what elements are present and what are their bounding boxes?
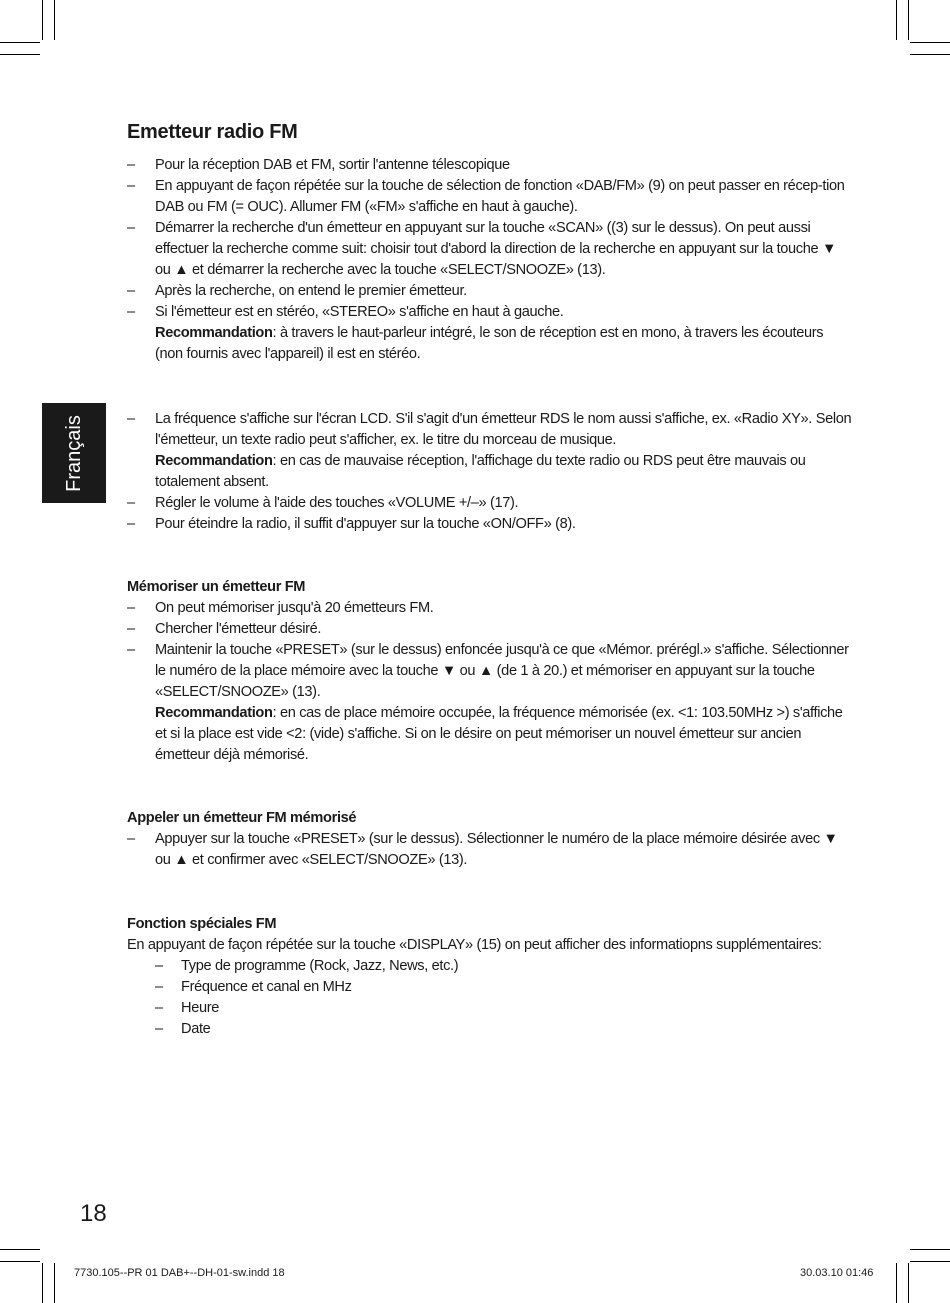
crop-mark: [42, 1263, 43, 1303]
language-tab: [42, 403, 106, 503]
list-item: [127, 640, 853, 766]
crop-mark: [54, 0, 55, 40]
recommendation-label: Recommandation: [155, 705, 273, 721]
crop-mark: [896, 1263, 897, 1303]
section-main-list: [127, 155, 853, 323]
section-memorize-list: [127, 598, 853, 766]
recommendation-note: [155, 703, 853, 766]
footer-file: 7730.105--PR 01 DAB+--DH-01-sw.indd 18: [74, 1267, 285, 1279]
section-special-title: Fonction spéciales FM: [127, 916, 277, 932]
section-recall: [127, 808, 853, 871]
list-item: – Date: [155, 1019, 853, 1040]
section-rds: [127, 409, 853, 535]
list-item: – En appuyant de façon répétée sur la touche de sélection de fonction «DAB/FM» (9) on peut passer en récep-tion DAB ou FM (= OUC). Allumer FM («FM» s'affiche en haut à gauche).: [127, 176, 853, 218]
crop-mark: [910, 42, 950, 43]
list-item-text: La fréquence s'affiche sur l'écran LCD. S'il s'agit d'un émetteur RDS le nom aussi s'affiche, ex. «Radio XY». Selon l'émetteur, un texte radio peut s'afficher, ex. le titre du morceau de musique.: [155, 411, 852, 448]
list-item: – Fréquence et canal en MHz: [155, 977, 853, 998]
recommendation-text: : en cas de mauvaise réception, l'affichage du texte radio ou RDS peut être mauvais ou totalement absent.: [155, 453, 806, 490]
footer-datetime: 30.03.10 01:46: [800, 1267, 874, 1279]
recommendation-text: : à travers le haut-parleur intégré, le son de réception est en mono, à travers les écouteurs (non fournis avec l'appareil) il est en stéréo.: [155, 325, 824, 362]
crop-mark: [908, 1263, 909, 1303]
section-recall-list: [127, 829, 853, 871]
crop-mark: [0, 1261, 40, 1262]
crop-mark: [910, 54, 950, 55]
recommendation-note: [127, 323, 853, 365]
crop-mark: [0, 1249, 40, 1250]
crop-mark: [908, 0, 909, 40]
list-item: – Chercher l'émetteur désiré.: [127, 619, 853, 640]
list-item: – Démarrer la recherche d'un émetteur en appuyant sur la touche «SCAN» ((3) sur le dessus). On peut aussi effectuer la recherche comme suit: choisir tout d'abord la direction de la recherche en appuyant sur la touche ▼ ou ▲ et démarrer la recherche avec la touche «SELECT/SNOOZE» (13).: [127, 218, 853, 281]
recommendation-text: : en cas de place mémoire occupée, la fréquence mémorisée (ex. <1: 103.50MHz >) s'affiche et si la place est vide <2: (vide) s'affiche. Si on le désire on peut mémoriser un nouvel émetteur sur ancien émetteur déjà mémorisé.: [155, 705, 843, 763]
section-memorize: [127, 577, 853, 766]
list-item: – Pour la réception DAB et FM, sortir l'antenne télescopique: [127, 155, 853, 176]
section-memorize-title: Mémoriser un émetteur FM: [127, 579, 306, 595]
list-item: [127, 409, 853, 493]
section-special-intro: En appuyant de façon répétée sur la touche «DISPLAY» (15) on peut afficher des informatiopns supplémentaires:: [127, 937, 822, 953]
list-item: – On peut mémoriser jusqu'à 20 émetteurs FM.: [127, 598, 853, 619]
language-tab-label: Français: [62, 414, 85, 492]
crop-mark: [42, 0, 43, 40]
list-item: – Après la recherche, on entend le premier émetteur.: [127, 281, 853, 302]
list-item: – Pour éteindre la radio, il suffit d'appuyer sur la touche «ON/OFF» (8).: [127, 514, 853, 535]
page-number: 18: [80, 1200, 107, 1227]
list-item: – Appuyer sur la touche «PRESET» (sur le dessus). Sélectionner le numéro de la place mémoire désirée avec ▼ ou ▲ et confirmer avec «SELECT/SNOOZE» (13).: [127, 829, 853, 871]
list-item: – Type de programme (Rock, Jazz, News, etc.): [155, 956, 853, 977]
section-recall-title: Appeler un émetteur FM mémorisé: [127, 810, 357, 826]
section-special: [127, 914, 853, 1040]
crop-mark: [0, 54, 40, 55]
section-rds-list: [127, 409, 853, 535]
crop-mark: [54, 1263, 55, 1303]
list-item: – Régler le volume à l'aide des touches «VOLUME +/–» (17).: [127, 493, 853, 514]
list-item: – Heure: [155, 998, 853, 1019]
section-main-title: Emetteur radio FM: [127, 121, 298, 143]
crop-mark: [0, 42, 40, 43]
list-item-text: Maintenir la touche «PRESET» (sur le dessus) enfoncée jusqu'à ce que «Mémor. prérégl.» s'affiche. Sélectionner le numéro de la place mémoire avec la touche ▼ ou ▲ (de 1 à 20.) et mémoriser en appuyant sur la touche «SELECT/SNOOZE» (13).: [155, 642, 849, 700]
recommendation-label: Recommandation: [155, 453, 273, 469]
section-special-list: [127, 956, 853, 1040]
crop-mark: [896, 0, 897, 40]
section-main: [127, 119, 853, 365]
crop-mark: [910, 1261, 950, 1262]
recommendation-note: [155, 451, 853, 493]
list-item: – Si l'émetteur est en stéréo, «STEREO» s'affiche en haut à gauche.: [127, 302, 853, 323]
recommendation-label: Recommandation: [155, 325, 273, 341]
crop-mark: [910, 1249, 950, 1250]
